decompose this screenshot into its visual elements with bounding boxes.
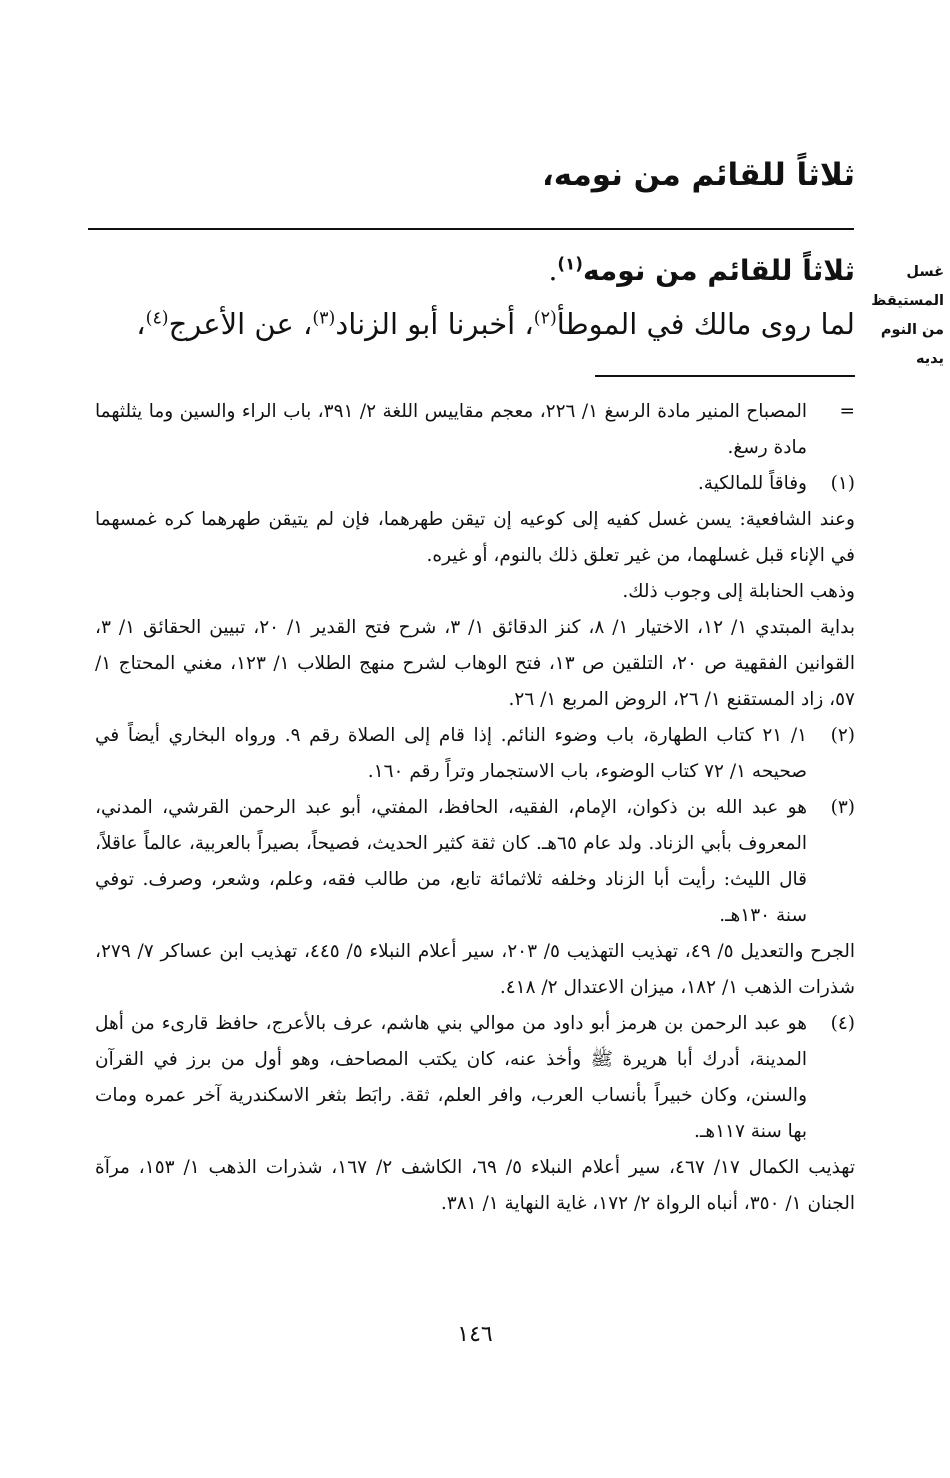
body-segment: ، عن الأعرج [168,307,313,341]
margin-note [870,258,944,374]
heading-tail: . [548,254,558,287]
footnote-paragraph: وعند الشافعية: يسن غسل كفيه إلى كوعيه إن تيقن طهرهما، فإن لم يتيقن طهرهما كره غمسهما في الإناء قبل غسلهما، من غير تعلق ذلك بالنوم، أو غيره. [95,509,855,566]
margin-note-line: من النوم [880,322,944,338]
footnote-3-extra [95,934,855,1006]
body-segment: ، [136,307,146,341]
footnote-paragraph: بداية المبتدي ١/ ١٢، الاختيار ١/ ٨، كنز الدقائق ١/ ٣، شرح فتح القدير ١/ ٢٠، تبيين الحقائق ١/ ٣، القوانين الفقهية ص ٢٠، التلقين ص ١٣، فتح الوهاب لشرح منهج الطلاب ١/ ١٢٣، مغني المحتاج ١/ ٥٧، زاد المستقنع ١/ ٢٦، الروض المربع ١/ ٢٦. [95,617,855,710]
footnote-ref: (٤) [145,308,169,329]
footnote-text: ١/ ٢١ كتاب الطهارة، باب وضوء النائم. إذا قام إلى الصلاة رقم ٩. ورواه البخاري أيضاً في صحيحه ١/ ٧٢ كتاب الوضوء، باب الاستجمار وتراً رقم ١٦٠. [95,725,807,782]
footnote-marker: = [839,401,855,422]
body-segment: ، أخبرنا أبو الزناد [335,307,534,341]
footnote-paragraph: الجرح والتعديل ٥/ ٤٩، تهذيب التهذيب ٥/ ٢٠٣، سير أعلام النبلاء ٥/ ٤٤٥، تهذيب ابن عساكر ٧/ ٢٧٩، شذرات الذهب ١/ ١٨٢، ميزان الاعتدال ٢/ ٤١٨. [95,941,856,998]
footnote-text: هو عبد الرحمن بن هرمز أبو داود من موالي بني هاشم، عرف بالأعرج، حافظ قارىء من أهل المدينة، أدرك أبا هريرة ﷺ وأخذ عنه، كان يكتب المصاحف، وهو أول من برز في القرآن والسنن، وكان خبيراً بأنساب العرب، وافر العلم، ثقة. رابَط بثغر الاسكندرية آخر عمره ومات بها سنة ١١٧هـ. [95,1013,807,1142]
footnotes [95,394,855,1222]
footnote-2 [95,718,855,790]
footnote-marker: (٢) [830,725,855,746]
footnote-marker: (٤) [830,1013,855,1034]
footnote-text: المصباح المنير مادة الرسغ ١/ ٢٢٦، معجم مقاييس اللغة ٢/ ٣٩١، باب الراء والسين وما يثلثهما مادة رسغ. [95,401,807,458]
main-text [115,246,855,352]
body-segment: لما روى مالك في الموطأ [556,307,855,341]
footnote-ref: (٢) [533,308,557,329]
margin-note-line: المستيقظ [871,293,944,309]
margin-note-line: غسل [906,264,944,280]
footnote-rule [595,375,855,377]
footnote-ref: (١) [557,253,583,274]
footnote-ref: (٣) [312,308,336,329]
footnote-continuation [95,394,855,466]
margin-note-line: يديه [915,351,944,367]
footnote-4 [95,1006,855,1150]
running-head: ثلاثاً للقائم من نومه، [542,157,855,193]
page-number: ١٤٦ [457,1322,493,1347]
footnote-marker: (٣) [830,797,855,818]
main-heading [115,246,855,296]
footnote-1-extra [95,502,855,718]
footnote-text: هو عبد الله بن ذكوان، الإمام، الفقيه، الحافظ، المفتي، أبو عبد الرحمن القرشي، المدني، المعروف بأبي الزناد. ولد عام ٦٥هـ. كان ثقة كثير الحديث، فصيحاً، بصيراً بالعربية، عالماً عاقلاً، قال الليث: رأيت أبا الزناد وخلفه ثلاثمائة تابع، من طالب فقه، وعلم، وشعر، وصرف. توفي سنة ١٣٠هـ. [95,797,807,926]
main-body-line [115,296,855,352]
footnote-marker: (١) [830,473,855,494]
footnote-text: وفاقاً للمالكية. [697,473,807,494]
heading-text: ثلاثاً للقائم من نومه [582,254,855,287]
footnote-1 [95,466,855,502]
footnote-paragraph: تهذيب الكمال ١٧/ ٤٦٧، سير أعلام النبلاء ٥/ ٦٩، الكاشف ٢/ ١٦٧، شذرات الذهب ١/ ١٥٣، مرآة الجنان ١/ ٣٥٠، أنباه الرواة ٢/ ١٧٢، غاية النهاية ١/ ٣٨١. [95,1157,855,1214]
footnote-paragraph: وذهب الحنابلة إلى وجوب ذلك. [622,581,855,602]
header-rule [88,228,854,230]
footnote-4-extra [95,1150,855,1222]
footnote-3 [95,790,855,934]
